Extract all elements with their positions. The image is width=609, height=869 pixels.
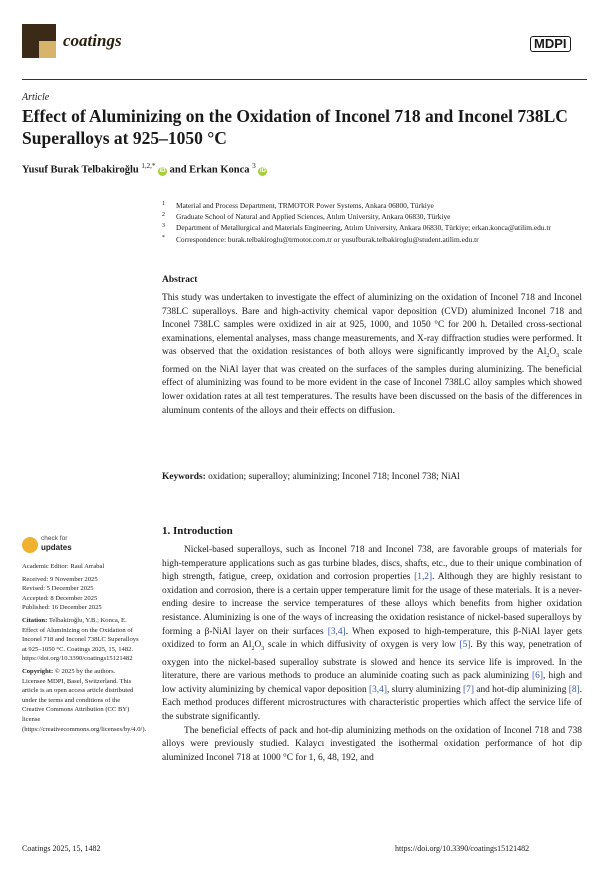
footer-doi-link[interactable]: https://doi.org/10.3390/coatings15121482 xyxy=(395,844,530,853)
affiliation-item: 2 Graduate School of Natural and Applied Sciences, Atılım University, Ankara 06830, Türkiye xyxy=(162,212,451,222)
abstract-text: This study was undertaken to investigate the effect of aluminizing on the oxidation of Inconel 718 and Inconel 738LC superalloys. Bare and high-activity chemical vapor deposition (CVD) aluminized Inconel 718 and Inconel 738LC samples were oxidized in air at 925, 1000, and 1050 °C for 200 h. Detailed cross-sectional examinations, elemental analyses, mass change measurements, and X-ray diffraction studies were performed. It was observed that the oxidation resistances of both alloys were significantly improved by the $Al_2O_3$ scale formed on the NiAl layer that was created on the surfaces of the samples during aluminizing. The beneficial effect of aluminizing was found to be more evident in the case of Inconel 738LC alloy samples which showed lower oxidation rates at all test temperatures. The results have been discussed on the basis of the differences in aluminum contents of the alloys and their effects on diffusion. xyxy=(162,293,582,416)
revised-date: Revised: 5 December 2025 xyxy=(22,585,94,593)
section-heading-introduction: 1. Introduction xyxy=(162,525,233,537)
citation-link[interactable]: [6] xyxy=(532,671,543,682)
article-info-sidebar xyxy=(22,562,147,737)
citation-link[interactable]: [7] xyxy=(463,684,474,695)
journal-name[interactable]: coatings xyxy=(63,31,122,50)
affiliations xyxy=(162,200,587,245)
author-joiner: and xyxy=(169,164,187,176)
citation-link[interactable]: [3,4] xyxy=(369,684,387,695)
article-title: Effect of Aluminizing on the Oxidation of Inconel 718 and Inconel 738LC Superalloys at 925–1050 °C xyxy=(22,106,568,148)
introduction-text xyxy=(162,544,582,765)
affiliation-item: 3 Department of Metallurgical and Materials Engineering, Atılım University, Ankara 06830, Türkiye; erkan.konca@atilim.edu.tr xyxy=(162,223,551,233)
author-list xyxy=(22,162,267,176)
check-icon xyxy=(22,537,38,553)
citation-block: Citation: Telbakiroğlu, Y.B.; Konca, E. Effect of Aluminizing on the Oxidation of Inconel 718 and Inconel 738LC Superalloys at 925–1050 °C. Coatings 2025, 15, 1482. https://doi.org/10.3390/coatings15121482 xyxy=(22,616,139,663)
header-rule xyxy=(22,79,587,80)
author-name[interactable]: Yusuf Burak Telbakiroğlu xyxy=(22,164,139,176)
copyright-block: Copyright: © 2025 by the authors. Licensee MDPI, Basel, Switzerland. This article is an open access article distributed under the terms and conditions of the Creative Commons Attribution (CC BY) license (https://creativecommons.org/licenses/by/4.0/). xyxy=(22,667,147,733)
check-for-updates-badge[interactable]: check for updates xyxy=(22,535,84,555)
affiliation-item: 1 Material and Process Department, TRMOTOR Power Systems, Ankara 06800, Türkiye xyxy=(162,201,434,210)
footer-citation: Coatings 2025, 15, 1482 xyxy=(22,844,101,853)
keywords-label: Keywords: xyxy=(162,472,206,482)
published-date: Published: 16 December 2025 xyxy=(22,604,102,612)
paragraph: The beneficial effects of pack and hot-dip aluminizing methods on the oxidation of Inconel 718 and 738 alloys were previously studied. Kalaycı investigated the isothermal oxidation performance of hot dip aluminized Inconel 718 at 1000 °C for 1, 6, 48, 192, and xyxy=(162,725,582,763)
citation-link[interactable]: [3,4] xyxy=(327,626,346,637)
paragraph: Nickel-based superalloys, such as Inconel 718 and Inconel 738, are favorable groups of materials for high-temperature applications such as gas turbine blades, discs, shafts, etc., due to their unique combination of high strength, fatigue, creep, oxidation and corrosion properties [1,2]. Although they are highly resistant to oxidation and corrosion, there is a certain upper temperature limit for the usage of these materials. It is a never-ending desire to increase the service temperatures of these alloys which benefits from higher oxidation resistance. Aluminizing is one of the ways of increasing the oxidation resistance of nickel-based superalloys by forming a β-NiAl layer on their surfaces [3,4]. When exposed to high-temperature, this β-NiAl layer gets oxidized to form an $Al_2O_3$ scale in which diffusivity of oxygen is very low [5]. By this way, penetration of oxygen into the nickel-based superalloy substrate is slowed and hence its service life is improved. In the literature, there are various methods to produce an aluminide coating such as pack aluminizing [6], high and low activity aluminizing by chemical vapor deposition [3,4], slurry aluminizing [7] and hot-dip aluminizing [8]. Each method produces different microstructures with characteristic properties which affect the service life of the substrate significantly. xyxy=(162,545,583,722)
journal-logo xyxy=(22,24,56,58)
orcid-icon[interactable]: iD xyxy=(259,167,266,174)
received-date: Received: 9 November 2025 xyxy=(22,575,98,583)
author-affiliation-marks: 1,2,* xyxy=(141,162,156,170)
academic-editor: Academic Editor: Raul Arrabal xyxy=(22,563,105,570)
accepted-date: Accepted: 8 December 2025 xyxy=(22,594,98,602)
author-affiliation-marks: 3 xyxy=(252,162,256,170)
publisher-logo[interactable]: MDPI xyxy=(530,36,571,52)
keywords-list: oxidation; superalloy; aluminizing; Inconel 718; Inconel 738; NiAl xyxy=(208,472,460,482)
citation-link[interactable]: [8] xyxy=(568,684,580,695)
keywords xyxy=(162,472,582,482)
article-type: Article xyxy=(22,92,50,103)
author-name[interactable]: Erkan Konca xyxy=(189,164,250,176)
citation-link[interactable]: [1,2] xyxy=(414,572,433,583)
correspondence: * Correspondence: burak.telbakiroglu@trmotor.com.tr or yusufburak.telbakiroglu@student.atilim.edu.tr xyxy=(162,234,479,244)
abstract-heading: Abstract xyxy=(162,275,198,285)
citation-link[interactable]: [5] xyxy=(459,640,471,651)
orcid-icon[interactable]: iD xyxy=(159,167,166,174)
